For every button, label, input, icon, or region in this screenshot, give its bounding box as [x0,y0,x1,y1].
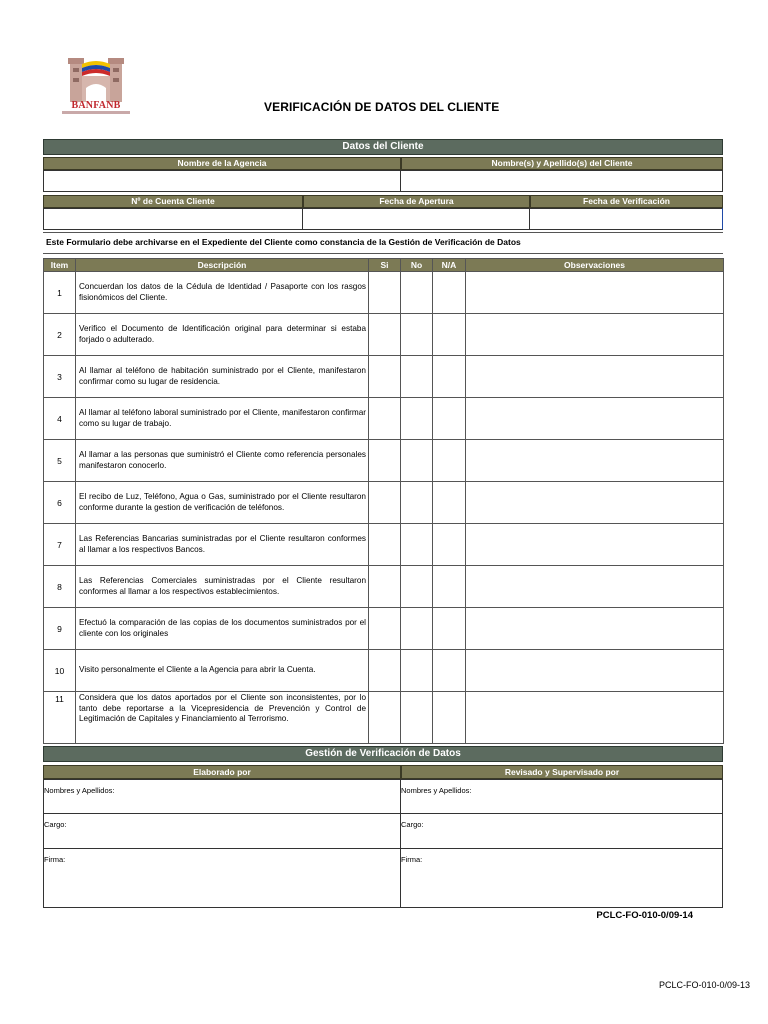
item-number: 2 [44,314,76,356]
item-description: El recibo de Luz, Teléfono, Agua o Gas, suministrado por el Cliente resultaron conforme durante la gestion de verificación de teléfonos. [76,482,369,524]
si-cell[interactable] [369,566,401,608]
no-cell[interactable] [401,650,433,692]
page-code: PCLC-FO-010-0/09-13 [658,980,750,990]
observations-cell[interactable] [466,608,724,650]
agency-name-header: Nombre de la Agencia [43,157,401,170]
reviewed-by-position-field[interactable] [400,813,723,849]
table-row [44,482,724,524]
no-cell[interactable] [401,566,433,608]
client-name-field[interactable] [400,170,723,192]
verification-items-table [43,258,724,744]
item-number: 9 [44,608,76,650]
no-cell[interactable] [401,356,433,398]
observations-cell[interactable] [466,482,724,524]
na-cell[interactable] [433,356,466,398]
no-cell[interactable] [401,440,433,482]
table-row [44,524,724,566]
management-section-title: Gestión de Verificación de Datos [43,746,723,762]
item-number: 1 [44,272,76,314]
client-data-section-title: Datos del Cliente [43,139,723,155]
no-cell[interactable] [401,692,433,744]
item-number: 4 [44,398,76,440]
page-title: VERIFICACIÓN DE DATOS DEL CLIENTE [264,100,500,114]
prepared-by-header: Elaborado por [43,765,401,779]
client-name-header: Nombre(s) y Apellido(s) del Cliente [401,157,723,170]
item-number: 3 [44,356,76,398]
si-cell[interactable] [369,650,401,692]
reviewed-by-names-field[interactable] [400,779,723,814]
na-cell[interactable] [433,482,466,524]
prepared-by-names-field[interactable] [43,779,401,814]
na-cell[interactable] [433,608,466,650]
si-cell[interactable] [369,692,401,744]
observations-cell[interactable] [466,398,724,440]
names-label: Nombres y Apellidos: [44,786,115,795]
observations-cell[interactable] [466,356,724,398]
account-number-header: Nº de Cuenta Cliente [43,195,303,208]
item-number: 10 [44,650,76,692]
si-cell[interactable] [369,314,401,356]
observations-cell[interactable] [466,566,724,608]
opening-date-field[interactable] [302,208,530,230]
signature-label: Firma: [44,855,66,864]
si-cell[interactable] [369,398,401,440]
si-cell[interactable] [369,356,401,398]
column-header-na: N/A [433,259,466,272]
item-description: Visito personalmente el Cliente a la Agencia para abrir la Cuenta. [76,650,369,692]
reviewed-by-signature-field[interactable] [400,848,723,908]
na-cell[interactable] [433,692,466,744]
observations-cell[interactable] [466,650,724,692]
item-number: 7 [44,524,76,566]
divider [43,232,723,233]
verification-date-header: Fecha de Verificación [530,195,723,208]
si-cell[interactable] [369,482,401,524]
column-header-si: Si [369,259,401,272]
opening-date-header: Fecha de Apertura [303,195,530,208]
item-number: 5 [44,440,76,482]
item-description: Las Referencias Bancarias suministradas por el Cliente resultaron conformes al llamar a los respectivos Bancos. [76,524,369,566]
position-label: Cargo: [44,820,67,829]
observations-cell[interactable] [466,314,724,356]
prepared-by-signature-field[interactable] [43,848,401,908]
observations-cell[interactable] [466,440,724,482]
si-cell[interactable] [369,608,401,650]
table-row [44,314,724,356]
divider [43,253,723,254]
observations-cell[interactable] [466,272,724,314]
item-number: 6 [44,482,76,524]
item-description: Verifico el Documento de Identificación original para determinar si estaba forjado o adulterado. [76,314,369,356]
item-description: Las Referencias Comerciales suministradas por el Cliente resultaron conformes al llamar a los respectivos establecimientos. [76,566,369,608]
no-cell[interactable] [401,272,433,314]
form-code: PCLC-FO-010-0/09-14 [596,910,693,921]
item-description: Al llamar a las personas que suministró el Cliente como referencia personales manifestaron conocerlo. [76,440,369,482]
column-header-description: Descripción [76,259,369,272]
logo-text: BANFANB [71,100,121,111]
no-cell[interactable] [401,524,433,566]
column-header-no: No [401,259,433,272]
na-cell[interactable] [433,398,466,440]
no-cell[interactable] [401,398,433,440]
table-row [44,272,724,314]
no-cell[interactable] [401,314,433,356]
reviewed-by-header: Revisado y Supervisado por [401,765,723,779]
no-cell[interactable] [401,482,433,524]
na-cell[interactable] [433,650,466,692]
signature-label: Firma: [401,855,423,864]
observations-cell[interactable] [466,692,724,744]
item-number: 11 [44,692,76,744]
si-cell[interactable] [369,272,401,314]
observations-cell[interactable] [466,524,724,566]
table-row [44,566,724,608]
item-description: Concuerdan los datos de la Cédula de Identidad / Pasaporte con los rasgos fisionómicos del Cliente. [76,272,369,314]
na-cell[interactable] [433,272,466,314]
si-cell[interactable] [369,524,401,566]
item-number: 8 [44,566,76,608]
item-description: Considera que los datos aportados por el Cliente son inconsistentes, por lo tanto debe reportarse a la Vicepresidencia de Prevención y Control de Legitimación de Capitales y Financiamiento al Terrorismo. [76,692,369,744]
na-cell[interactable] [433,314,466,356]
column-header-observations: Observaciones [466,259,724,272]
na-cell[interactable] [433,524,466,566]
names-label: Nombres y Apellidos: [401,786,472,795]
account-number-field[interactable] [43,208,303,230]
si-cell[interactable] [369,440,401,482]
na-cell[interactable] [433,440,466,482]
no-cell[interactable] [401,608,433,650]
item-description: Efectuó la comparación de las copias de los documentos suministrados por el cliente con los originales [76,608,369,650]
item-description: Al llamar al teléfono de habitación suministrado por el Cliente, manifestaron confirmar como su lugar de residencia. [76,356,369,398]
table-row [44,440,724,482]
na-cell[interactable] [433,566,466,608]
position-label: Cargo: [401,820,424,829]
column-header-item: Item [44,259,76,272]
verification-date-field[interactable] [529,208,723,230]
prepared-by-position-field[interactable] [43,813,401,849]
logo-tagline-bar [62,111,130,114]
item-description: Al llamar al teléfono laboral suministrado por el Cliente, manifestaron confirmar como su lugar de trabajo. [76,398,369,440]
table-row [44,650,724,692]
table-row [44,398,724,440]
table-row [44,692,724,744]
table-row [44,608,724,650]
agency-name-field[interactable] [43,170,401,192]
archive-note: Este Formulario debe archivarse en el Expediente del Cliente como constancia de la Gestión de Verificación de Datos [46,237,521,247]
table-row [44,356,724,398]
